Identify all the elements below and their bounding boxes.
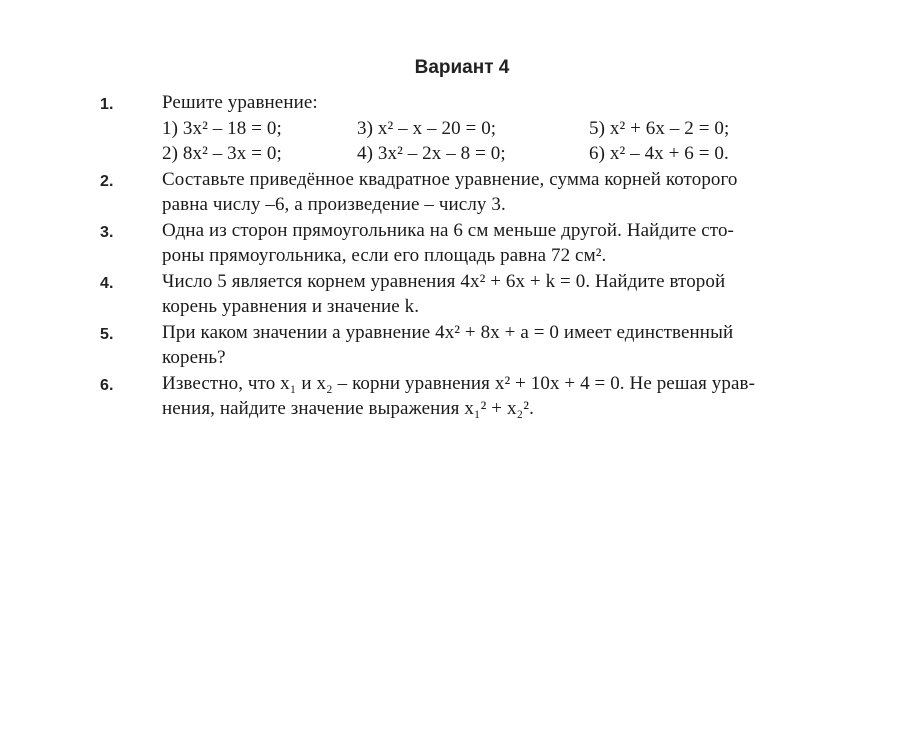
equation-4: 4) 3x² – 2x – 8 = 0; xyxy=(357,143,506,164)
problem-text-line: При каком значении a уравнение 4x² + 8x + a = 0 имеет единственный xyxy=(162,321,734,343)
problem-number: 1. xyxy=(100,96,114,113)
problem-number: 3. xyxy=(100,223,114,241)
equation-row-1 xyxy=(162,116,880,142)
problem-text-line: корень? xyxy=(162,347,226,368)
problem-3 xyxy=(100,218,880,269)
problem-4 xyxy=(100,269,880,320)
problem-text-line: корень уравнения и значение k. xyxy=(162,296,420,317)
problem-text-line: Составьте приведённое квадратное уравнение, сумма корней которого xyxy=(162,168,738,190)
problem-list xyxy=(100,90,880,422)
equation-1: 1) 3x² – 18 = 0; xyxy=(162,117,282,139)
problem-1 xyxy=(100,90,880,167)
problem-2 xyxy=(100,167,880,218)
problem-number: 5. xyxy=(100,325,114,343)
problem-text-line: нения, найдите значение выражения x₁² + x₂². xyxy=(162,398,534,419)
problem-text-line: равна числу –6, а произведение – числу 3. xyxy=(162,194,506,215)
problem-1-intro: Решите уравнение: xyxy=(162,92,318,113)
problem-6 xyxy=(100,371,880,422)
problem-text-line: Число 5 является корнем уравнения 4x² + 6x + k = 0. Найдите второй xyxy=(162,270,726,292)
problem-text-line: роны прямоугольника, если его площадь равна 72 см². xyxy=(162,245,607,266)
equation-3: 3) x² – x – 20 = 0; xyxy=(357,117,497,139)
problem-text-line: Одна из сторон прямоугольника на 6 см меньше другой. Найдите сто- xyxy=(162,219,734,241)
problem-number: 2. xyxy=(100,172,114,190)
variant-title: Вариант 4 xyxy=(414,57,510,78)
problem-5 xyxy=(100,320,880,371)
equation-row-2 xyxy=(162,141,880,167)
problem-text-line: Известно, что x₁ и x₂ – корни уравнения x² + 10x + 4 = 0. Не решая урав- xyxy=(162,372,756,394)
equation-2: 2) 8x² – 3x = 0; xyxy=(162,143,282,164)
equation-5: 5) x² + 6x – 2 = 0; xyxy=(589,117,730,139)
problem-number: 4. xyxy=(100,274,114,292)
problem-number: 6. xyxy=(100,376,114,394)
equation-6: 6) x² – 4x + 6 = 0. xyxy=(589,143,729,164)
